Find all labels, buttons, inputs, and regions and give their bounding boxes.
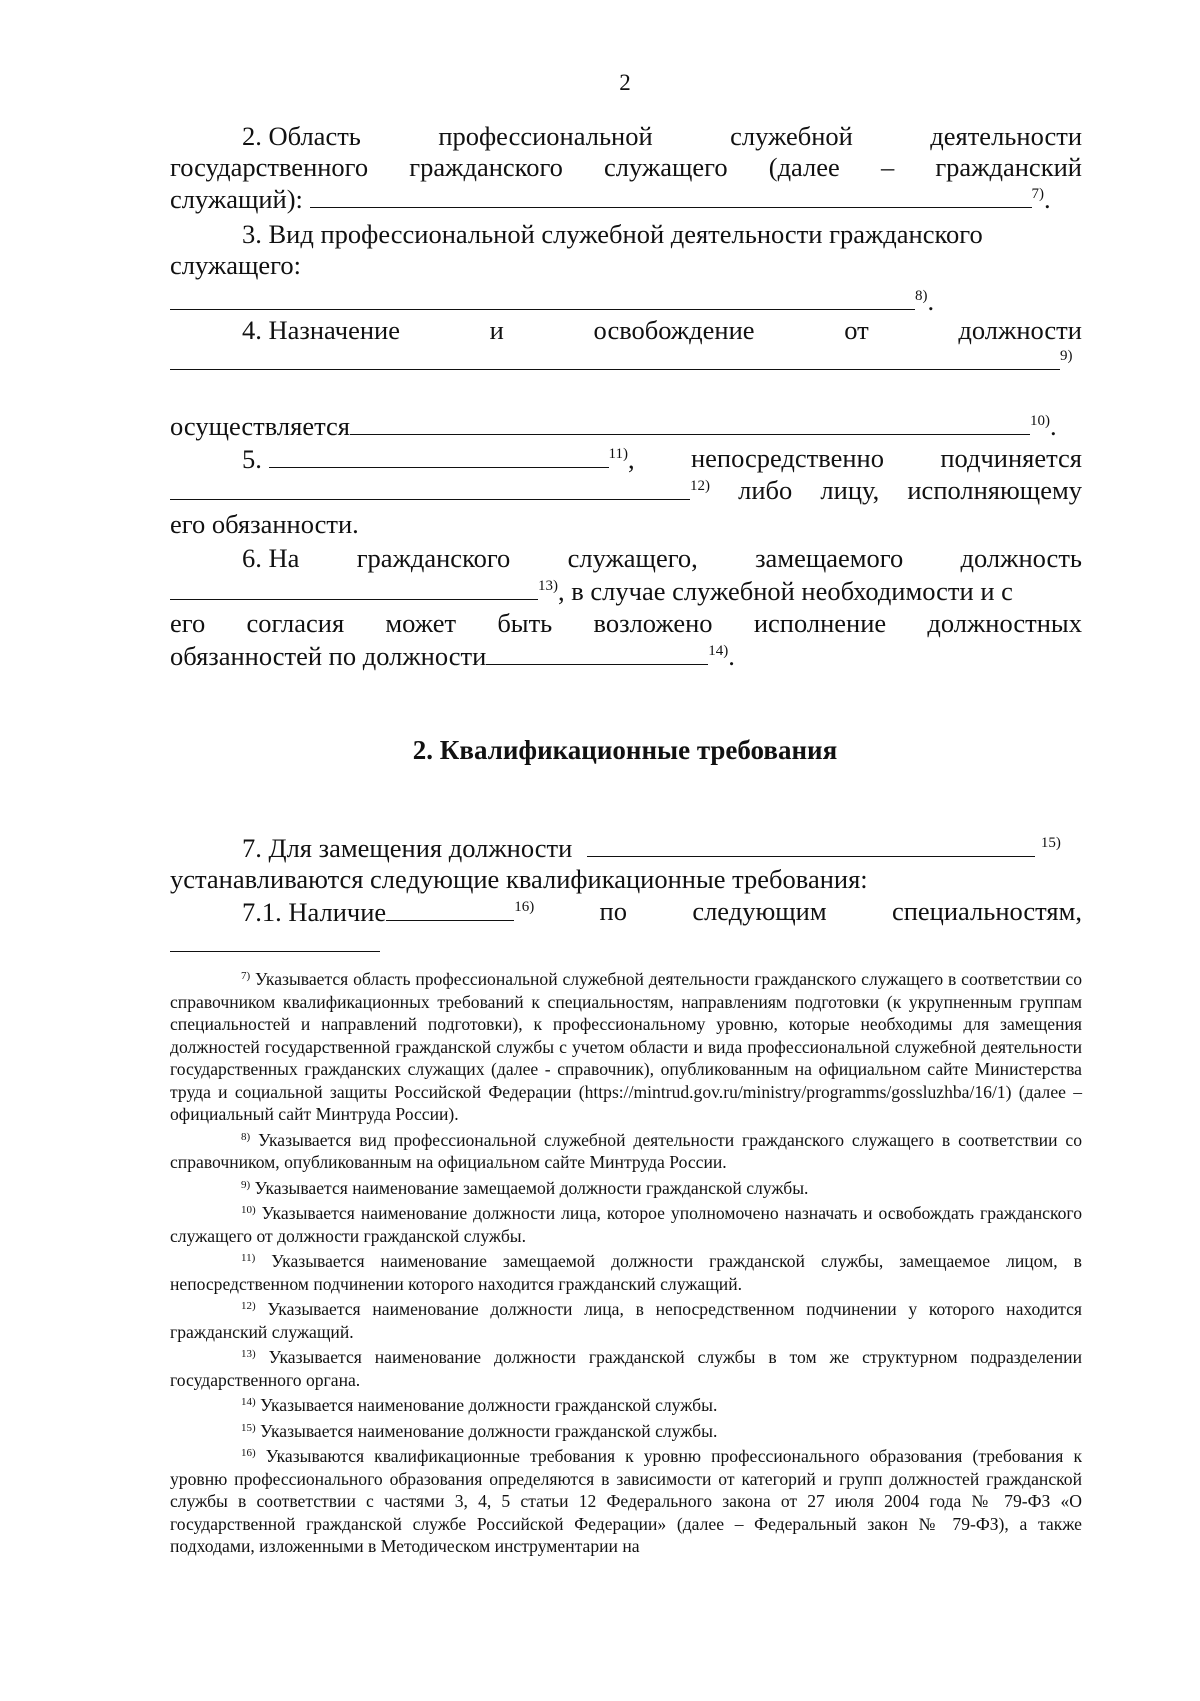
footnote-11: $^{11)}$ Указывается наименование замещаемой должности гражданской службы, замещаемое лицом, в непосредственном подчинении которого находится гражданский служащий.: [170, 1251, 1082, 1294]
footnote-ref: 11): [608, 446, 628, 462]
item-3-line-1: 3. Вид профессиональной служебной деятельности гражданского: [242, 219, 983, 249]
item-7-line-2: устанавливаются следующие квалификационные требования:: [170, 864, 868, 894]
item-3-line-2: служащего:: [170, 250, 301, 280]
footnote-10: $^{10)}$ Указывается наименование должности лица, которое уполномочено назначать и освобождать гражданского служащего от должности гражданской службы.: [170, 1203, 1082, 1246]
footnote-ref: 12): [690, 478, 710, 494]
footnote-15: $^{15)}$ Указывается наименование должности гражданской службы.: [241, 1420, 718, 1441]
footnote-8: $^{8)}$ Указывается вид профессиональной служебной деятельности гражданского служащего в соответствии со справочником, опубликованным на официальном сайте Минтруда России.: [170, 1129, 1082, 1172]
footnote-9: $^{9)}$ Указывается наименование замещаемой должности гражданской службы.: [241, 1177, 809, 1198]
item-6-line-3: его согласия может быть возложено исполнение должностных: [170, 608, 1082, 638]
blank-field: [310, 183, 1032, 208]
footnote-ref: 7): [1031, 186, 1045, 202]
footnote-ref: 10): [1029, 413, 1050, 429]
footnote-16: $^{16)}$ Указываются квалификационные требования к уровню профессионального образования (требования к уровню профессионального образования определяются в зависимости от категорий и групп должностей гражданской службы в соответствии с частями 3, 4, 5 статьи 12 Федерального закона от 27 июля 2004 года № 79-ФЗ «О государственной гражданской службе Российской Федерации» (далее – Федеральный закон № 79-ФЗ), а также подходами, изложенными в Методическом инструментарии на: [170, 1446, 1082, 1556]
blank-field: [170, 575, 538, 600]
blank-field: [269, 443, 609, 468]
item-4-line-3: осуществляется $^{10)}$.: [170, 411, 1057, 441]
item-4-line-2: [170, 345, 1082, 377]
footnote-ref: 14): [708, 643, 729, 659]
item-6-line-1: 6. На гражданского служащего, замещаемого должность: [242, 543, 1082, 573]
item-4-line-1: 4. Назначение и освобождение от должности: [242, 315, 1082, 345]
item-5-line-1: 5. $^{11)}$, непосредственно подчиняется: [242, 443, 1082, 474]
footnote-ref: 16): [514, 899, 535, 915]
blank-field: [587, 832, 1035, 857]
footnote-ref: 9): [1060, 348, 1073, 364]
item-6-line-2: $^{13)}$, в случае служебной необходимости и с: [170, 575, 1082, 607]
item-2-line-1: 2. Область профессиональной служебной деятельности: [242, 121, 1082, 151]
blank-field: [170, 345, 1060, 370]
footnote-ref: 8): [915, 288, 928, 304]
item-7-line-1: 7. Для замещения должности $^{15)}$: [242, 833, 1061, 863]
blank-field: [386, 896, 514, 921]
item-2-line-2: государственного гражданского служащего (далее – гражданский: [170, 152, 1082, 182]
blank-field: [170, 475, 690, 500]
footnote-12: $^{12)}$ Указывается наименование должности лица, в непосредственном подчинении у которого находится гражданский служащий.: [170, 1299, 1082, 1342]
item-5-line-2: $^{12)}$ либо лицу, исполняющему: [170, 475, 1082, 507]
section-heading: 2. Квалификационные требования: [412, 735, 838, 765]
item-6-line-4: обязанностей по должности $^{14)}$.: [170, 641, 735, 671]
footnote-separator: [170, 951, 380, 952]
footnote-7: $^{7)}$ Указывается область профессиональной служебной деятельности гражданского служащего в соответствии со справочником квалификационных требований к специальностям, направлениям подготовки (к укрупненным группам специальностей и направлений подготовки), к профессиональному уровню, которые необходимы для замещения должностей государственной гражданской службы с учетом области и вида профессиональной служебной деятельности государственных гражданских служащих (далее - справочник), опубликованным на официальном сайте Министерства труда и социальной защиты Российской Федерации (https://mintrud.gov.ru/ministry/programms/gossluzhba/16/1) (далее – официальный сайт Минтруда России).: [170, 969, 1082, 1124]
item-2-line-3: служащий): $^{7)}$.: [170, 184, 1051, 214]
item-5-line-3: его обязанности.: [170, 509, 359, 539]
footnote-13: $^{13)}$ Указывается наименование должности гражданской службы в том же структурном подразделении государственного органа.: [170, 1347, 1082, 1390]
footnote-ref: 15): [1040, 835, 1061, 851]
item-3-line-3: $^{8)}$.: [170, 285, 1082, 317]
blank-field: [350, 410, 1030, 435]
item-7-1-line: 7.1. Наличие $^{16)}$ по следующим специальностям,: [242, 896, 1082, 927]
blank-field: [170, 285, 915, 310]
footnotes: [170, 968, 1082, 1558]
footnote-ref: 13): [538, 578, 558, 594]
blank-field: [486, 640, 708, 665]
page-number: 2: [619, 70, 631, 95]
footnote-14: $^{14)}$ Указывается наименование должности гражданской службы.: [241, 1395, 718, 1415]
